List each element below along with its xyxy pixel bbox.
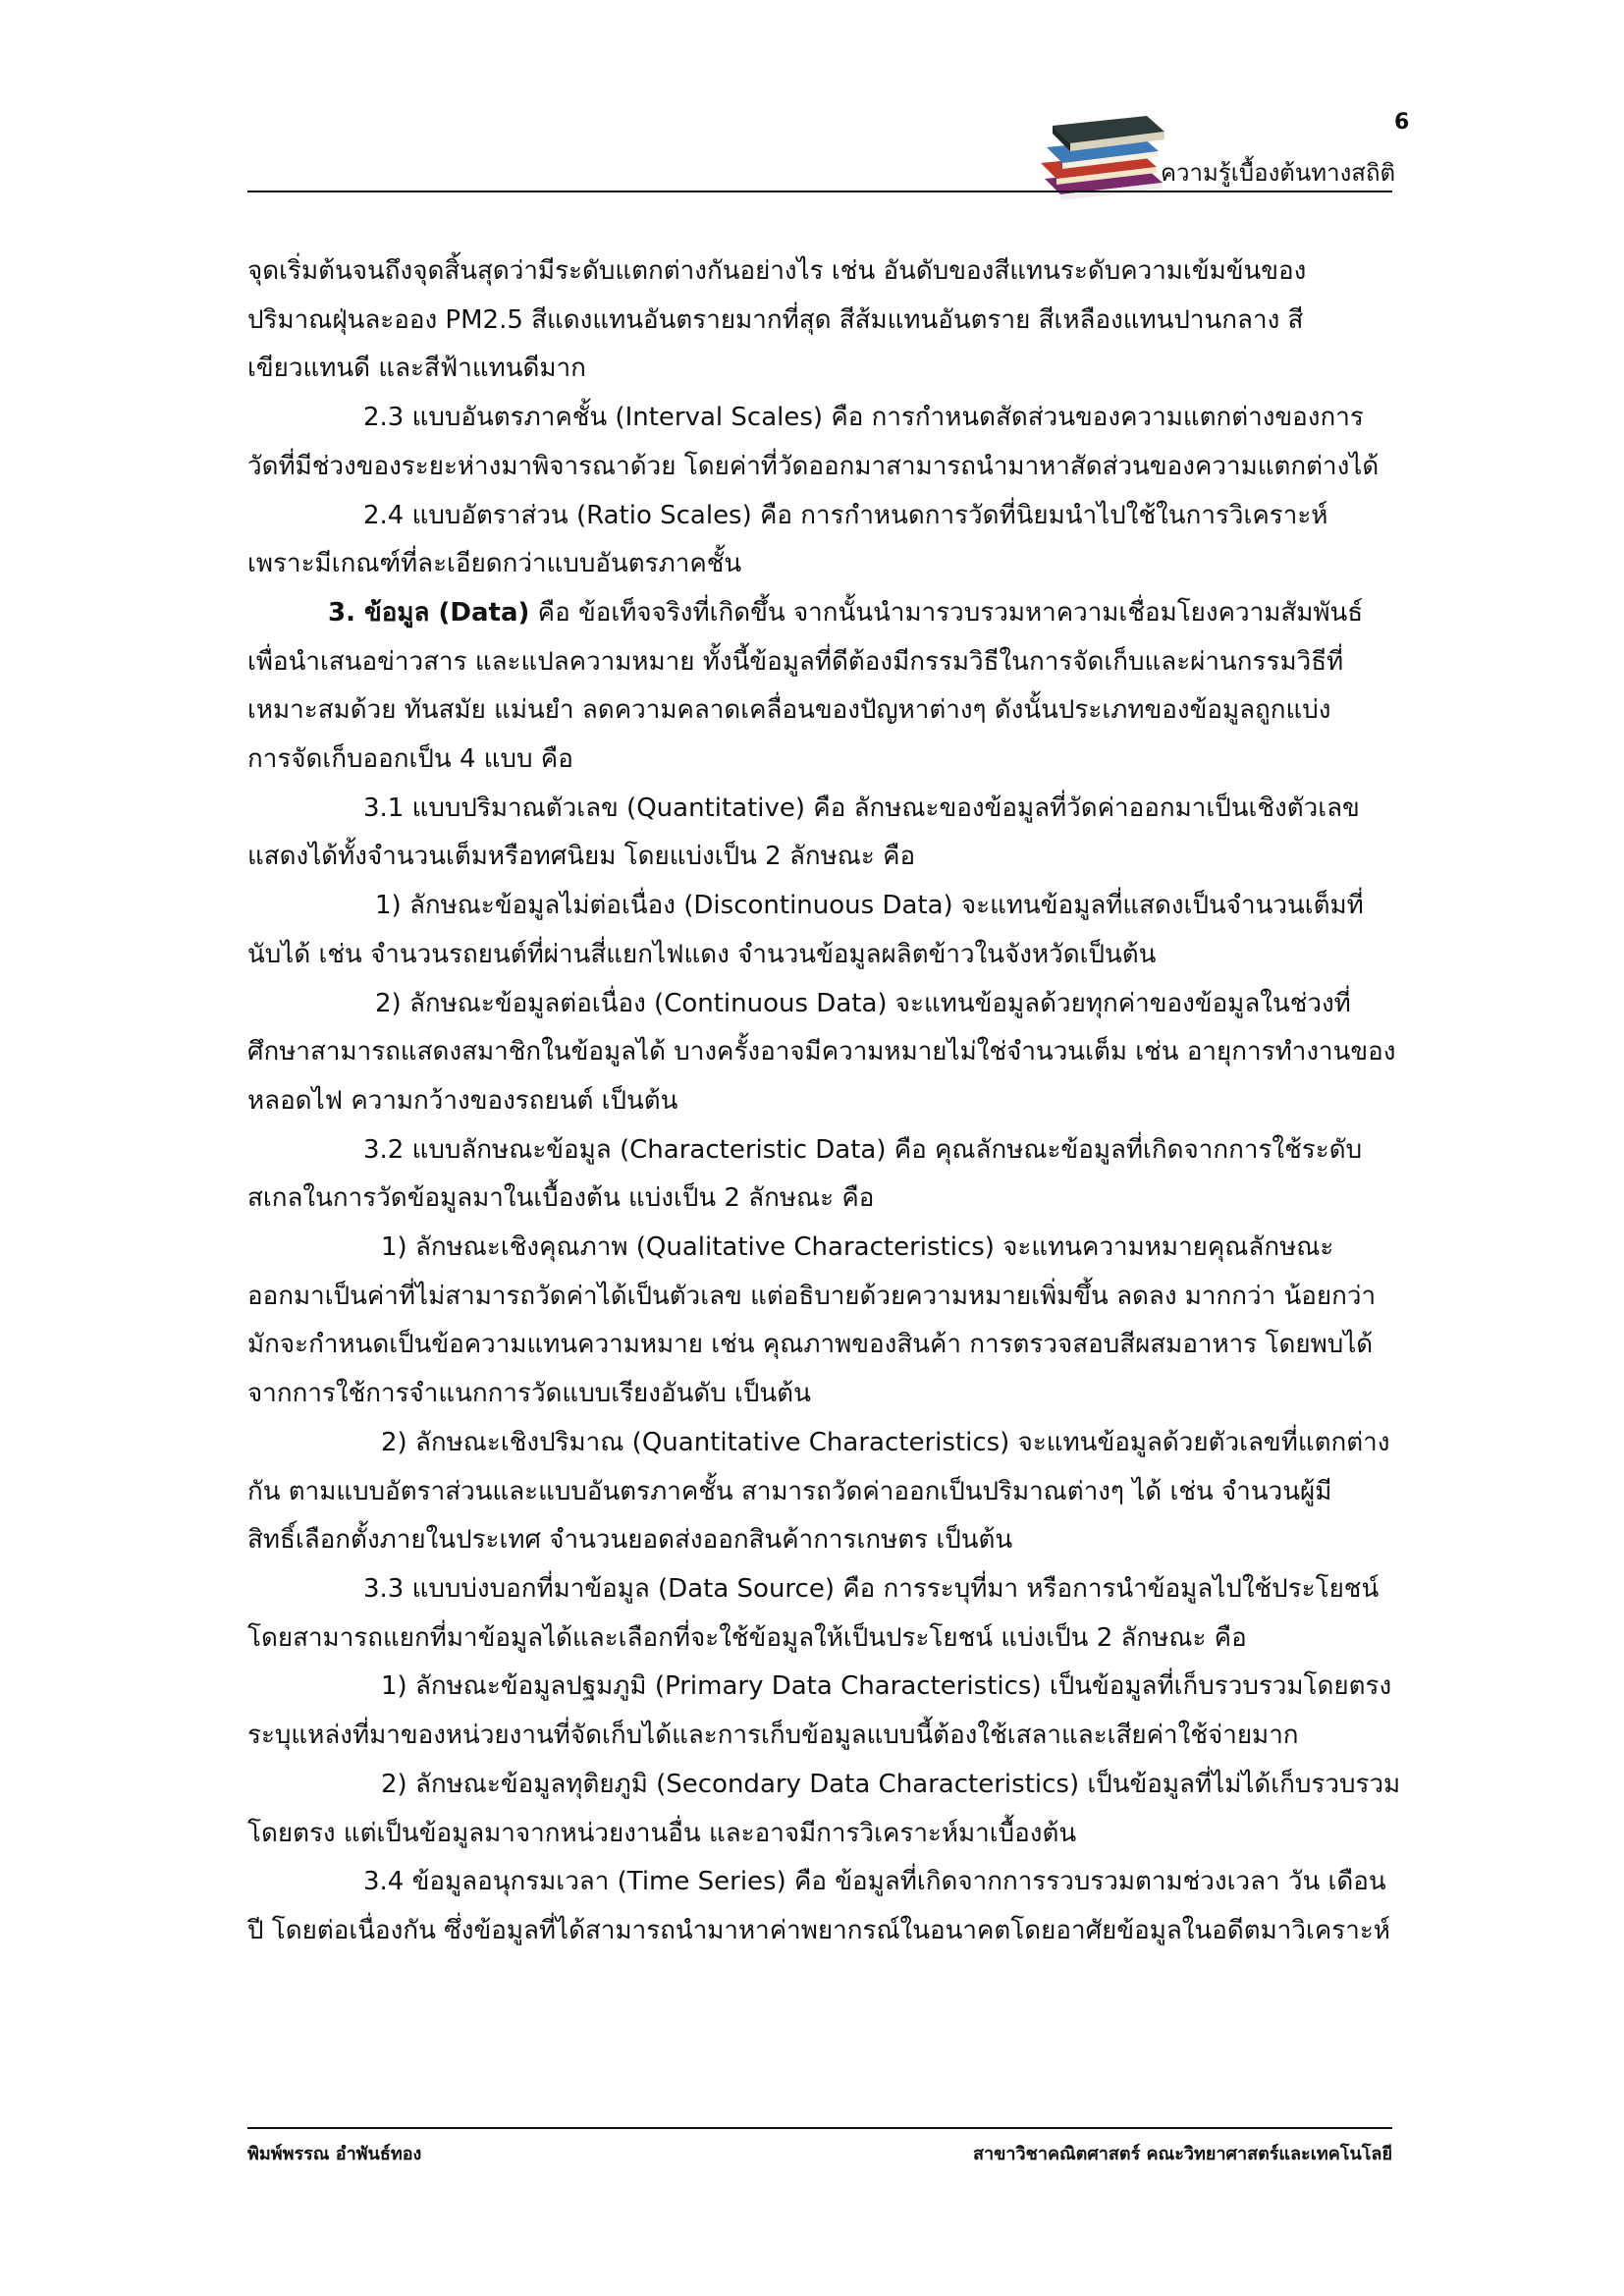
text-line: 2) ลักษณะข้อมูลต่อเนื่อง (Continuous Data) จะแทนข้อมูลด้วยทุกค่าของข้อมูลในช่วงที่ [375,988,1351,1018]
text-line: 3.1 แบบปริมาณตัวเลข (Quantitative) คือ ลักษณะของข้อมูลที่วัดค่าออกมาเป็นเชิงตัวเลข [363,793,1360,823]
text-fragment: คือ ข้อเท็จจริงที่เกิดขึ้น จากนั้นนำมารวบรวมหาความเชื่อมโยงความสัมพันธ์ [537,597,1364,628]
text-line: 3.4 ข้อมูลอนุกรมเวลา (Time Series) คือ ข้อมูลที่เกิดจากการรวบรวมตามช่วงเวลา วัน เดือน [363,1867,1386,1897]
text-line: 1) ลักษณะข้อมูลไม่ต่อเนื่อง (Discontinuous Data) จะแทนข้อมูลที่แสดงเป็นจำนวนเต็มที่ [375,891,1364,921]
text-line: สเกลในการวัดข้อมูลมาในเบื้องต้น แบ่งเป็น 2 ลักษณะ คือ [247,1183,875,1214]
paragraph [247,1761,1434,1858]
text-line: โดยสามารถแยกที่มาข้อมูลได้และเลือกที่จะใช้ข้อมูลให้เป็นประโยชน์ แบ่งเป็น 2 ลักษณะ คือ [247,1622,1247,1653]
text-line: 2) ลักษณะข้อมูลทุติยภูมิ (Secondary Data Characteristics) เป็นข้อมูลที่ไม่ได้เก็บรวบรวม [381,1769,1401,1799]
text-line: ศึกษาสามารถแสดงสมาชิกในข้อมูลได้ บางครั้งอาจมีความหมายไม่ใช่จำนวนเต็ม เช่น อายุการทำงานของ [247,1037,1396,1067]
paragraph [247,1126,1434,1224]
section-heading: 3. ข้อมูล (Data) [328,597,530,628]
text-line: เขียวแทนดี และสีฟ้าแทนดีมาก [247,354,586,384]
paragraph [247,980,1434,1126]
text-line: เพราะมีเกณฑ์ที่ละเอียดกว่าแบบอันตรภาคชั้น [247,549,742,579]
text-line: เพื่อนำเสนอข่าวสาร และแปลความหมาย ทั้งนี้ข้อมูลที่ดีต้องมีกรรมวิธีในการจัดเก็บและผ่านกรรมวิธีที่ [247,646,1344,677]
footer-divider [247,2127,1392,2129]
section-heading-line [247,589,1434,638]
text-line: มักจะกำหนดเป็นข้อความแทนความหมาย เช่น คุณภาพของสินค้า การตรวจสอบสีผสมอาหาร โดยพบได้ [247,1330,1374,1360]
text-line: การจัดเก็บออกเป็น 4 แบบ คือ [247,744,573,775]
books-logo-icon [1039,110,1168,200]
text-line: ออกมาเป็นค่าที่ไม่สามารถวัดค่าได้เป็นตัวเลข แต่อธิบายด้วยความหมายเพิ่มขึ้น ลดลง มากกว่า น้อยกว่า [247,1281,1377,1311]
text-line: 2.4 แบบอัตราส่วน (Ratio Scales) คือ การกำหนดการวัดที่นิยมนำไปใช้ในการวิเคราะห์ [363,500,1328,530]
paragraph [247,247,1434,394]
paragraph [247,492,1434,589]
text-line: ปริมาณฝุ่นละออง PM2.5 สีแดงแทนอันตรายมากที่สุด สีส้มแทนอันตราย สีเหลืองแทนปานกลาง สี [247,304,1304,335]
paragraph [247,785,1434,882]
text-line: วัดที่มีช่วงของระยะห่างมาพิจารณาด้วย โดยค่าที่วัดออกมาสามารถนำมาหาสัดส่วนของความแตกต่างได้ [247,451,1380,481]
text-line: แสดงได้ทั้งจำนวนเต็มหรือทศนิยม โดยแบ่งเป็น 2 ลักษณะ คือ [247,842,916,872]
paragraph [247,882,1434,979]
text-line: 3.3 แบบบ่งบอกที่มาข้อมูล (Data Source) คือ การระบุที่มา หรือการนำข้อมูลไปใช้ประโยชน์ [363,1573,1380,1604]
paragraph [247,589,1434,785]
header-title: ความรู้เบื้องต้นทางสถิติ [1161,159,1396,187]
footer-department: สาขาวิชาคณิตศาสตร์ คณะวิทยาศาสตร์และเทคโนโลยี [973,2144,1392,2164]
text-line: จุดเริ่มต้นจนถึงจุดสิ้นสุดว่ามีระดับแตกต่างกันอย่างไร เช่น อันดับของสีแทนระดับความเข้มข้นของ [247,256,1307,286]
text-line: 1) ลักษณะเชิงคุณภาพ (Qualitative Characteristics) จะแทนความหมายคุณลักษณะ [381,1232,1334,1263]
text-line: ปี โดยต่อเนื่องกัน ซึ่งข้อมูลที่ได้สามารถนำมาหาค่าพยากรณ์ในอนาคตโดยอาศัยข้อมูลในอดีตมาวิเคราะห์ [247,1915,1390,1945]
text-line: หลอดไฟ ความกว้างของรถยนต์ เป็นต้น [247,1085,678,1116]
text-line: นับได้ เช่น จำนวนรถยนต์ที่ผ่านสี่แยกไฟแดง จำนวนข้อมูลผลิตข้าวในจังหวัดเป็นต้น [247,939,1157,969]
text-line: กัน ตามแบบอัตราส่วนและแบบอันตรภาคชั้น สามารถวัดค่าออกเป็นปริมาณต่างๆ ได้ เช่น จำนวนผู้มี [247,1476,1332,1506]
paragraph [247,1663,1434,1760]
paragraph [247,1224,1434,1419]
text-line: เหมาะสมด้วย ทันสมัย แม่นยำ ลดความคลาดเคลื่อนของปัญหาต่างๆ ดังนั้นประเภทของข้อมูลถูกแบ่ง [247,695,1331,726]
text-line: 1) ลักษณะข้อมูลปฐมภูมิ (Primary Data Characteristics) เป็นข้อมูลที่เก็บรวบรวมโดยตรง [381,1671,1392,1702]
paragraph [247,1565,1434,1663]
header-divider [247,191,1392,192]
text-line: สิทธิ์เลือกตั้งภายในประเทศ จำนวนยอดส่งออกสินค้าการเกษตร เป็นต้น [247,1525,1013,1556]
text-line: 2) ลักษณะเชิงปริมาณ (Quantitative Characteristics) จะแทนข้อมูลด้วยตัวเลขที่แตกต่าง [381,1427,1390,1457]
text-line: จากการใช้การจำแนกการวัดแบบเรียงอันดับ เป็นต้น [247,1379,811,1409]
page-number: 6 [1394,110,1410,135]
text-line: ระบุแหล่งที่มาของหน่วยงานที่จัดเก็บได้และการเก็บข้อมูลแบบนี้ต้องใช้เสลาและเสียค่าใช้จ่ายมาก [247,1721,1299,1751]
text-line: 3.2 แบบลักษณะข้อมูล (Characteristic Data) คือ คุณลักษณะข้อมูลที่เกิดจากการใช้ระดับ [363,1134,1363,1165]
text-line: โดยตรง แต่เป็นข้อมูลมาจากหน่วยงานอื่น และอาจมีการวิเคราะห์มาเบื้องต้น [247,1818,1077,1848]
text-line: 2.3 แบบอันตรภาคชั้น (Interval Scales) คือ การกำหนดสัดส่วนของความแตกต่างของการ [363,403,1364,433]
paragraph [247,394,1434,491]
paragraph [247,1419,1434,1565]
paragraph [247,1858,1434,1955]
footer-author: พิมพ์พรรณ อำพันธ์ทอง [247,2144,422,2164]
document-body [247,247,1434,1956]
